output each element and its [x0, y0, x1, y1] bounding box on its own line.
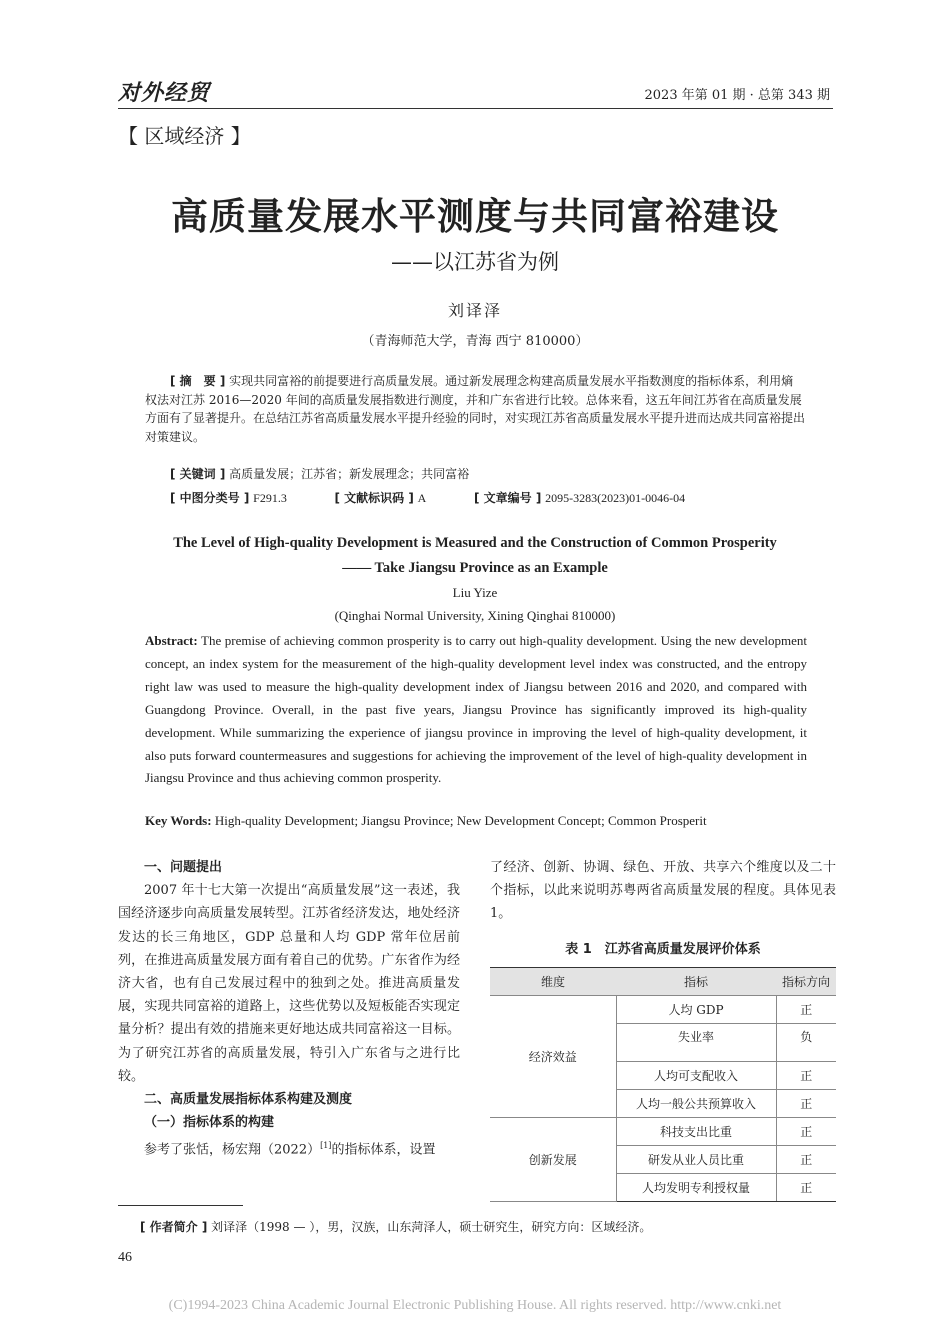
table-cell-indicator: 人均一般公共预算收入 [616, 1090, 776, 1118]
article-number-value: 2095-3283(2023)01-0046-04 [545, 491, 686, 505]
table-cell-indicator: 人均可支配收入 [616, 1062, 776, 1090]
table-cell-direction: 正 [776, 1146, 836, 1174]
header-rule [118, 108, 833, 109]
author-name: 刘译泽 [447, 301, 502, 320]
english-abstract-label: Abstract: [145, 633, 198, 648]
table-cell-dimension: 创新发展 [490, 1118, 616, 1202]
table-header-dimension: 维度 [490, 968, 616, 996]
english-author: Liu Yize [452, 585, 498, 600]
doc-code-label: [ 文献标识码 ] [334, 491, 414, 505]
citation-ref[interactable]: [1] [320, 1141, 332, 1151]
footnote-rule [118, 1205, 243, 1206]
article-number-label: [ 文章编号 ] [473, 491, 542, 505]
english-keywords [145, 813, 707, 829]
keywords-cn-label: [ 关键词 ] [170, 467, 226, 481]
body-paragraph-2-end: 的指标体系，设置 [331, 1142, 436, 1158]
page-number: 46 [118, 1250, 132, 1265]
table-cell-indicator: 人均 GDP [616, 996, 776, 1024]
copyright-watermark: (C)1994-2023 China Academic Journal Electronic Publishing House. All rights reserved. http://www.cnki.net [168, 1298, 782, 1313]
table-header-direction: 指标方向 [776, 968, 836, 996]
body-paragraph-2 [118, 1134, 460, 1162]
table-row [490, 996, 836, 1024]
footnote-text: 刘译泽（1998 — ），男，汉族，山东菏泽人，硕士研究生，研究方向：区域经济。 [211, 1220, 652, 1234]
body-paragraph-3: 了经济、创新、协调、绿色、开放、共享六个维度以及二十个指标，以此来说明苏粤两省高质量发展的程度。具体见表 1。 [490, 860, 836, 922]
table-header-indicator: 指标 [616, 968, 776, 996]
table-cell-indicator: 科技支出比重 [616, 1118, 776, 1146]
table-cell-direction: 正 [776, 1174, 836, 1202]
section-tag: 【 区域经济 】 [118, 124, 251, 148]
body-right-column [490, 856, 836, 926]
body-left-column [118, 856, 460, 1162]
table-caption: 表 1 江苏省高质量发展评价体系 [565, 942, 761, 957]
table-row [490, 1118, 836, 1146]
english-keywords-text: High-quality Development; Jiangsu Province; New Development Concept; Common Prosperit [214, 813, 707, 828]
author-affiliation: （青海师范大学，青海 西宁 810000） [361, 334, 589, 349]
section-heading-2: 二、高质量发展指标体系构建及测度 [144, 1092, 353, 1108]
abstract-cn-label: [ 摘 要 ] [170, 374, 226, 388]
section-heading-1: 一、问题提出 [144, 860, 223, 875]
body-paragraph-1: 2007 年十七大第一次提出“高质量发展”这一表述，我国经济逐步向高质量发展转型。江苏省经济发达，地处经济发达的长三角地区，GDP 总量和人均 GDP 常年位居前列，在推进高质量发展方面有着自己的优势。广东省作为经济大省，也有自己发展过程中的独到之处。推进高质量发展，实现共同富裕的道路上，这些优势以及短板能否实现定量分析？提出有效的措施来更好地达成共同富裕这一目标。为了研究江苏省的高质量发展，特引入广东省与之进行比较。 [118, 883, 460, 1084]
page-title: 高质量发展水平测度与共同富裕建设 [171, 194, 779, 238]
table-cell-indicator: 人均发明专利授权量 [616, 1174, 776, 1202]
body-paragraph-2-start: 参考了张恬，杨宏翔（2022） [144, 1142, 321, 1158]
clc-value: F291.3 [253, 491, 287, 505]
issue-info: 2023 年第 01 期 · 总第 343 期 [644, 88, 830, 103]
page-subtitle: ——以江苏省为例 [391, 250, 559, 274]
evaluation-table [490, 967, 836, 1202]
table-cell-direction: 正 [776, 1090, 836, 1118]
table-cell-dimension: 经济效益 [490, 996, 616, 1118]
english-title: The Level of High-quality Development is Measured and the Construction of Common Prosperity [173, 535, 777, 551]
english-keywords-label: Key Words: [145, 813, 212, 828]
table-cell-indicator: 研发从业人员比重 [616, 1146, 776, 1174]
footnote-label: [ 作者简介 ] [140, 1220, 208, 1234]
clc-label: [ 中图分类号 ] [170, 491, 250, 505]
abstract-cn-text: 实现共同富裕的前提要进行高质量发展。通过新发展理念构建高质量发展水平指数测度的指标体系，利用熵权法对江苏 2016—2020 年间的高质量发展指数进行测度，并和广东省进行比较。总体来看，这五年间江苏省在高质量发展方面有了显著提升。在总结江苏省高质量发展水平提升经验的同时，对实现江苏省高质量发展水平提升进而达成共同富裕提出对策建议。 [145, 374, 806, 444]
table-header-row [490, 968, 836, 996]
table-cell-direction: 负 [776, 1024, 836, 1062]
table-cell-indicator: 失业率 [616, 1024, 776, 1062]
author-footnote [140, 1218, 651, 1235]
english-subtitle: —— Take Jiangsu Province as an Example [342, 560, 608, 576]
subsection-heading-1: （一）指标体系的构建 [144, 1115, 275, 1131]
keywords-cn [170, 465, 469, 482]
doc-code-value: A [417, 491, 427, 505]
table-cell-direction: 正 [776, 1118, 836, 1146]
english-affiliation: (Qinghai Normal University, Xining Qinghai 810000) [334, 608, 616, 623]
journal-logo: 对外经贸 [118, 80, 211, 106]
english-abstract-text: The premise of achieving common prosperity is to carry out high-quality development. Using the new development concept, an index system for the measurement of the high-quality development level index was constructed, and the entropy right law was used to measure the high-quality development index of Jiangsu between 2016 and 2020, and compared with Guangdong Province. Overall, in the past five years, Jiangsu Province has significantly improved its high-quality development. While summarizing the experience of jiangsu province in improving the level of high-quality development, it also puts forward countermeasures and suggestions for achieving the improvement of the level of high-quality development in Jiangsu Province and thus achieving common prosperity. [145, 633, 808, 786]
table-cell-direction: 正 [776, 996, 836, 1024]
classification-row [170, 489, 810, 506]
keywords-cn-text: 高质量发展；江苏省；新发展理念；共同富裕 [229, 467, 470, 481]
english-abstract [145, 630, 807, 790]
abstract-cn [145, 372, 805, 446]
table-cell-direction: 正 [776, 1062, 836, 1090]
